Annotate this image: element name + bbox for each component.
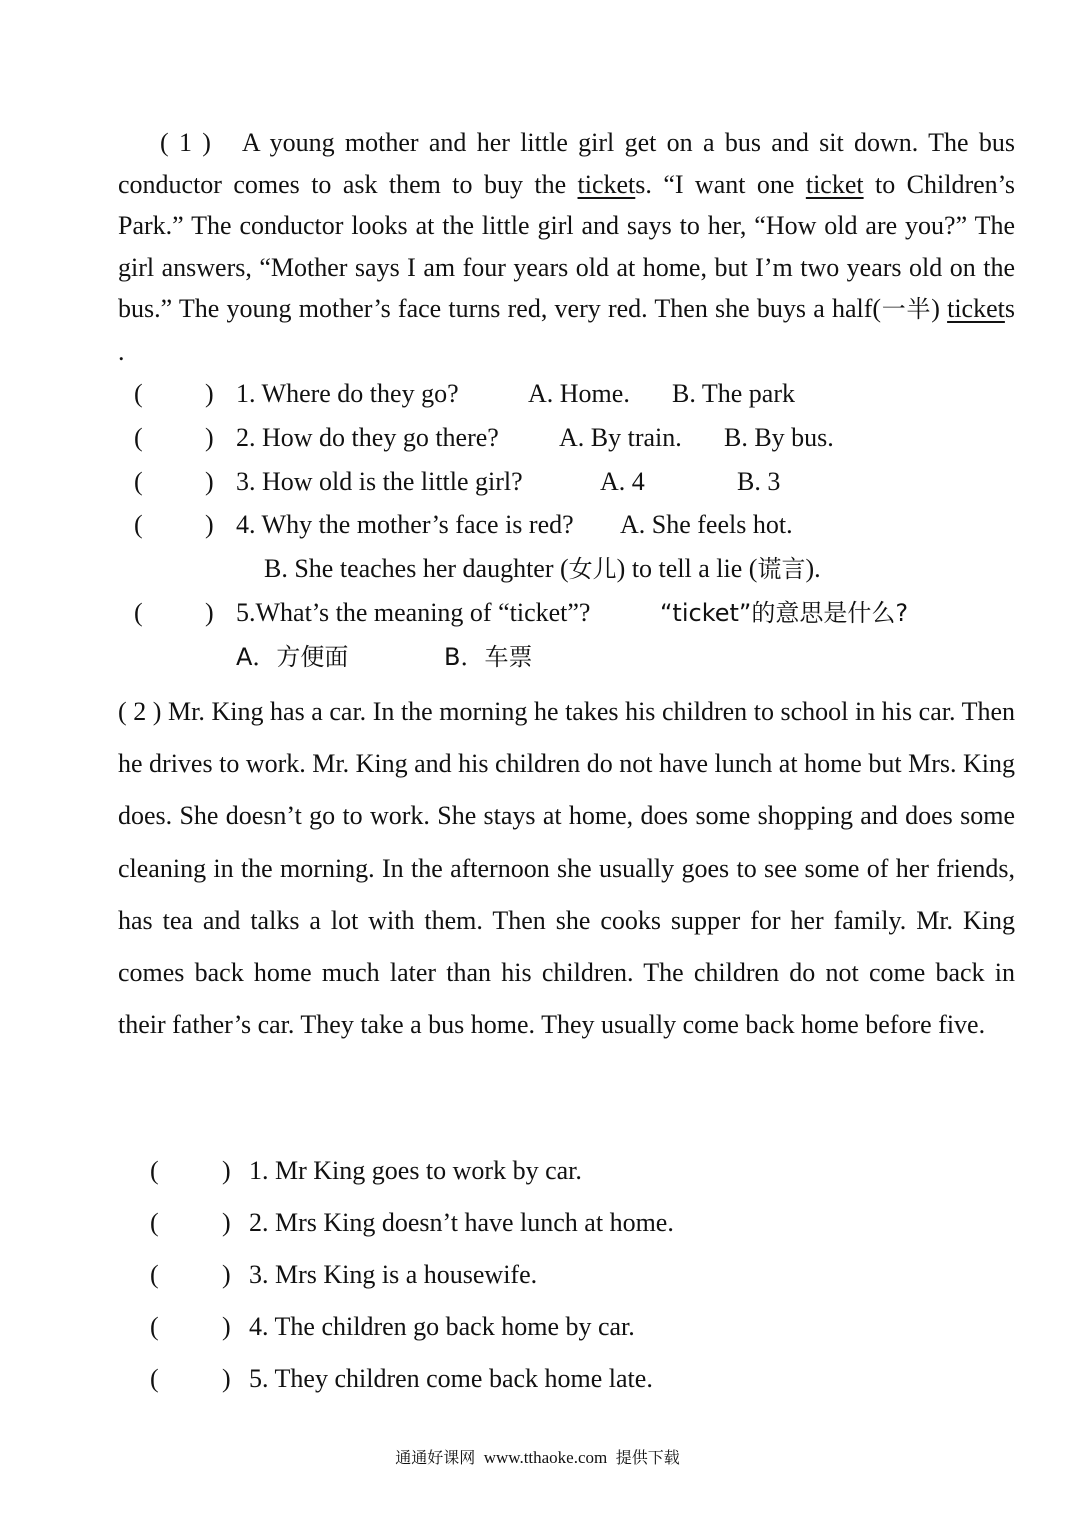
option-b: ). [805,554,821,583]
passage-2-number: ( 2 ) [118,697,162,726]
option-b: B. 3 [737,467,781,496]
question-text: 3. Mrs King is a housewife. [249,1260,538,1289]
question-text: 2. How do they go there? [236,423,499,452]
question-1-5 [0,596,1075,630]
option-a: A. Home. [528,379,630,408]
answer-paren-close: ) [205,510,214,539]
answer-paren-close: ) [222,1208,231,1237]
question-text-chinese: “ticket”的意思是什么? [660,599,909,627]
answer-paren-close: ) [222,1364,231,1393]
underlined-word: ticket [947,294,1005,324]
chinese-gloss: 一半 [881,295,932,324]
question-2-4 [0,1310,1075,1344]
footer-url: www.tthaoke.com [483,1448,608,1467]
option-b: B. By bus. [724,423,834,452]
answer-paren-open: ( [134,598,143,627]
question-2-2 [0,1206,1075,1240]
answer-paren-open: ( [150,1208,159,1237]
option-a: A. 4 [600,467,645,496]
option-b: B．车票 [444,643,533,671]
question-text: 4. The children go back home by car. [249,1312,635,1341]
underlined-word: ticket [805,169,864,199]
passage-1-text: s. “I want one [635,169,806,199]
question-text: 5.What’s the meaning of “ticket”? [236,598,591,627]
chinese-gloss: 女儿 [568,555,617,583]
question-2-3 [0,1258,1075,1292]
passage-2-text: Mr. King has a car. In the morning he takes his children to school in his car. Then he drives to work. Mr. King and his children do not have lunch at home but Mrs. King does. She doesn’t go to work. She stays at home, does some shopping and does some cleaning in the morning. In the afternoon she usually goes to see some of her friends, has tea and talks a lot with them. Then she cooks supper for her family. Mr. King comes back home much later than his children. The children do not come back in their father’s car. They take a bus home. They usually come back home before five. [118,697,1016,1040]
passage-1-text: s . [118,294,1015,366]
question-1-4 [0,508,1075,542]
question-text: 1. Mr King goes to work by car. [249,1156,582,1185]
answer-paren-open: ( [150,1156,159,1185]
passage-1-text: to Children’s Park.” The conductor looks at the little girl and says to her, “How old are you?” The girl answers, “Mother says I am four years old at home, but I’m two years old on the bus.” The young mother’s face turns red, very red. Then she buys a half( [118,169,1015,324]
question-1-1 [0,377,1075,411]
answer-paren-close: ) [205,467,214,496]
question-text: 1. Where do they go? [236,379,459,408]
answer-paren-open: ( [134,510,143,539]
question-text: 3. How old is the little girl? [236,467,523,496]
answer-paren-close: ) [222,1260,231,1289]
option-a: A. She feels hot. [620,510,793,539]
page-footer [0,1445,1075,1468]
answer-paren-open: ( [150,1312,159,1341]
answer-paren-open: ( [134,379,143,408]
passage-2 [118,686,1015,1051]
option-a: A. By train. [559,423,682,452]
question-1-2 [0,421,1075,455]
answer-paren-close: ) [222,1312,231,1341]
option-b: ) to tell a lie ( [616,554,758,583]
answer-paren-close: ) [205,379,214,408]
answer-paren-open: ( [150,1260,159,1289]
option-b: B. She teaches her daughter ( [264,554,569,583]
question-text: 5. They children come back home late. [249,1364,653,1393]
footer-site-name: 通通好课网 [395,1448,476,1467]
question-text: 4. Why the mother’s face is red? [236,510,574,539]
question-text: 2. Mrs King doesn’t have lunch at home. [249,1208,674,1237]
answer-paren-close: ) [222,1156,231,1185]
passage-1-text: A young mother and her little girl get on a bus and sit down. The bus conductor comes to ask them to buy the [118,128,1015,199]
passage-1 [118,122,1015,373]
answer-paren-open: ( [134,467,143,496]
question-2-5 [0,1362,1075,1396]
footer-note: 提供下载 [615,1448,680,1467]
option-a: A．方便面 [236,643,349,671]
question-1-3 [0,465,1075,499]
passage-1-number: ( 1 ) [160,128,211,157]
answer-paren-close: ) [205,598,214,627]
chinese-gloss: 谎言 [757,555,806,583]
option-b: B. The park [672,379,795,408]
answer-paren-close: ) [205,423,214,452]
answer-paren-open: ( [150,1364,159,1393]
passage-1-text: ) [931,294,948,324]
question-1-4-option-b [264,552,821,586]
underlined-word: ticket [577,169,636,199]
question-2-1 [0,1154,1075,1188]
question-1-5-options [0,640,1075,674]
answer-paren-open: ( [134,423,143,452]
